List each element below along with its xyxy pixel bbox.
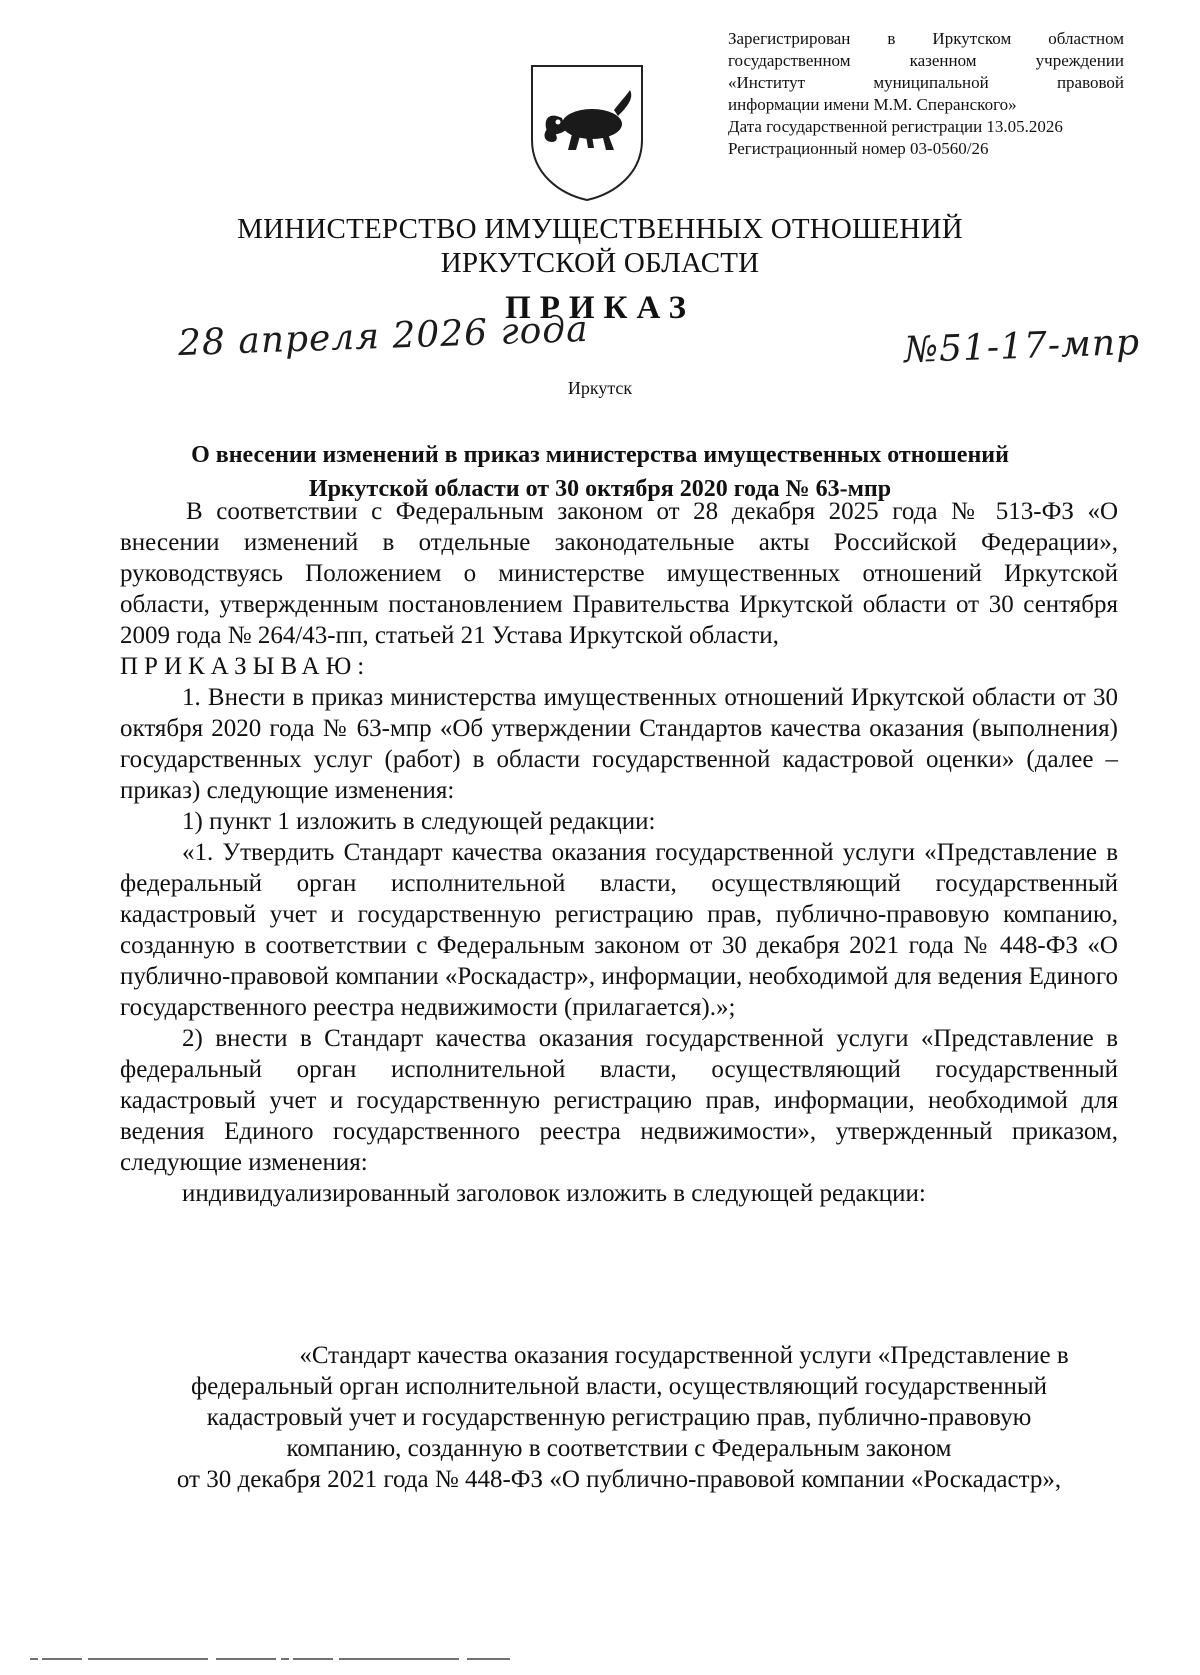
registration-line: «Институт муниципальной правовой — [728, 73, 1124, 92]
subitem-2: 2) внести в Стандарт качества оказания государственной услуги «Представление в федеральный орган исполнительной власти, осуществляющий государственный кадастровый учет и государственную регистрацию прав, информации, необходимой для ведения Единого государственного реестра недвижимости», утвержденный приказом, следующие изменения: — [120, 1025, 1118, 1176]
ministry-line-1: МИНИСТЕРСТВО ИМУЩЕСТВЕННЫХ ОТНОШЕНИЙ — [237, 213, 963, 245]
registration-line: информации имени М.М. Сперанского» — [728, 95, 1017, 114]
registration-line: государственном казенном учреждении — [728, 51, 1124, 70]
subitem-1-text: «1. Утвердить Стандарт качества оказания государственной услуги «Представление в федеральный орган исполнительной власти, осуществляющий государственный кадастровый учет и государственную регистрацию прав, публично-правовую компанию, созданную в соответствии с Федеральным законом от 30 декабря 2021 года № 448-ФЗ «О публично-правовой компании «Роскадастр», информации, необходимой для ведения Единого государственного реестра недвижимости (прилагается).»; — [120, 839, 1118, 1021]
quote-line-3: кадастровый учет и государственную регистрацию прав, публично-правовую — [206, 1404, 1032, 1431]
registration-line: Регистрационный номер 03-0560/26 — [728, 139, 989, 158]
handwritten-date: 28 апреля 2026 года — [177, 308, 590, 365]
title-line-1: О внесении изменений в приказ министерства имущественных отношений — [191, 442, 1009, 468]
document-body — [120, 496, 1118, 1209]
quote-line-1: «Стандарт качества оказания государственной услуги «Представление в — [299, 1342, 1069, 1369]
irkutsk-coat-of-arms-icon — [528, 62, 646, 202]
ministry-name — [0, 212, 1200, 280]
city: Иркутск — [567, 378, 633, 398]
registration-stamp — [728, 28, 1124, 160]
registration-line: Дата государственной регистрации 13.05.2026 — [728, 117, 1063, 136]
handwritten-number: №51-17-мпр — [903, 321, 1141, 372]
subitem-2-text: индивидуализированный заголовок изложить в следующей редакции: — [182, 1180, 926, 1207]
ministry-line-2: ИРКУТСКОЙ ОБЛАСТИ — [440, 247, 760, 279]
title-line-2: Иркутской области от 30 октября 2020 года № 63-мпр — [308, 476, 892, 502]
subitem-1: 1) пункт 1 изложить в следующей редакции: — [182, 808, 656, 835]
quote-line-5: от 30 декабря 2021 года № 448-ФЗ «О публично-правовой компании «Роскадастр», — [176, 1466, 1062, 1493]
quote-line-2: федеральный орган исполнительной власти, осуществляющий государственный — [190, 1373, 1048, 1400]
quoted-heading — [120, 1340, 1118, 1495]
item-1: 1. Внести в приказ министерства имущественных отношений Иркутской области от 30 октября 2020 года № 63-мпр «Об утверждении Стандартов качества оказания (выполнения) государственных услуг (работ) в области государственной кадастровой оценки» (далее – приказ) следующие изменения: — [120, 684, 1118, 804]
order-word: ПРИКАЗЫВАЮ: — [120, 653, 371, 680]
registration-line: Зарегистрирован в Иркутском областном — [728, 29, 1124, 48]
document-type: ПРИКАЗ — [505, 290, 695, 326]
scan-artifact-line — [30, 1655, 510, 1663]
quote-line-4: компанию, созданную в соответствии с Федеральным законом — [286, 1435, 952, 1462]
intro-paragraph: В соответствии с Федеральным законом от 28 декабря 2025 года № 513-ФЗ «О внесении изменений в отдельные законодательные акты Российской Федерации», руководствуясь Положением о министерстве имущественных отношений Иркутской области, утвержденным постановлением Правительства Иркутской области от 30 сентября 2009 года № 264/43-пп, статьей 21 Устава Иркутской области, — [120, 498, 1118, 649]
